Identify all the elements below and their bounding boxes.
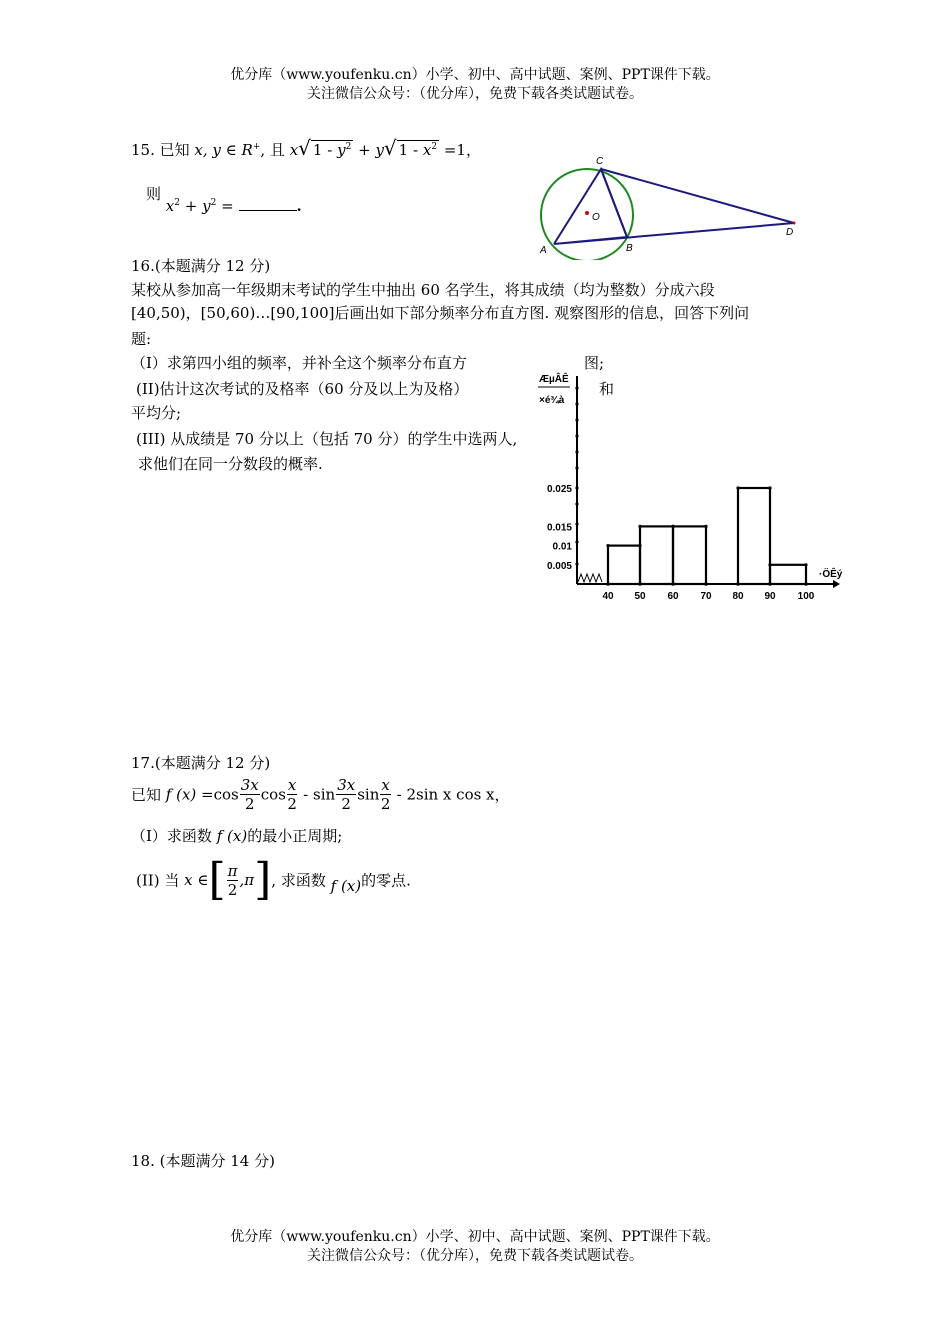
q17-title: 17.(本题满分 12 分) [131, 754, 271, 772]
q15-sqrt-2: $1 - x^2$ [398, 141, 438, 159]
label-d: D [786, 227, 794, 238]
q15-ask [146, 183, 302, 215]
q17-part2: (II) 当 x ∈[ $\frac{\pi}{2}$ ,π], 求函数 f (x)的零点. [136, 854, 411, 905]
q17-part1: （Ⅰ）求函数 f (x)的最小正周期; [131, 827, 343, 845]
bar-corner-dot [768, 563, 771, 566]
x-tick-label: 60 [667, 591, 679, 602]
left-bracket: [ [208, 854, 226, 905]
x-tick-dot [638, 582, 642, 586]
q16-line2: [40,50)，[50,60)…[90,100]后画出如下部分频率分布直方图. 观察图形的信息，回答下列问 [131, 304, 750, 322]
y-tick-label: 0.01 [552, 541, 572, 553]
q15-rhs: =1 [443, 141, 466, 159]
x-tick-label: 100 [797, 591, 815, 602]
q15-stem [131, 136, 481, 160]
q16-part3-line2: 求他们在同一分数段的概率. [138, 455, 323, 473]
q17-fx: f (x) = [165, 785, 214, 804]
y-tick-label: 0.015 [546, 522, 572, 534]
y-axis-dot [575, 502, 578, 505]
label-a: A [540, 245, 547, 256]
q16-part1: （Ⅰ）求第四小组的频率，并补全这个频率分布直方 [131, 354, 467, 372]
q17-known: 已知 [131, 786, 162, 804]
fraction-3x-over-2-b: $\frac{3x}{2}$ [337, 776, 356, 813]
bar-corner-dot [768, 486, 771, 489]
q16-part2-tail: 和 [599, 380, 615, 398]
label-c: C [596, 156, 604, 167]
x-tick-dot [804, 582, 808, 586]
center-point [585, 211, 589, 215]
x-tick-label: 90 [764, 591, 776, 602]
fraction-3x-over-2: $\frac{3x}{2}$ [240, 776, 259, 813]
y-axis-dot [575, 562, 578, 565]
interval-2: [50,60) [200, 304, 256, 322]
x-axis-arrow [833, 580, 840, 588]
x-axis-label: ·ÖÊý [819, 569, 843, 580]
y-tick-label: 0.005 [546, 560, 572, 572]
interval-1: [40,50) [131, 304, 186, 322]
q16-part2: (II)估计这次考试的及格率（60 分及以上为及格） [136, 380, 469, 398]
frequency-histogram [530, 368, 850, 608]
x-tick-dot [768, 582, 772, 586]
histogram-bar [738, 488, 770, 584]
bar-corner-dot [638, 525, 641, 528]
y-tick-label: 0.025 [546, 484, 572, 495]
x-tick-dot [704, 582, 708, 586]
y-axis-dot [575, 418, 578, 421]
bar-corner-dot [804, 563, 807, 566]
header-line-1: 优分库（www.youfenku.cn）小学、初中、高中试题、案例、PPT课件下载。 [230, 67, 720, 83]
header-line-2: 关注微信公众号：（优分库），免费下载各类试题试卷。 [307, 86, 643, 102]
label-o: O [592, 212, 600, 223]
q17-formula: 已知 f (x) =cos $\frac{3x}{2}$ cos $\frac{x}{2}$ - sin $\frac{3x}{2}$ sin $\frac{x}{2}$ - 2sin x cos x， [131, 776, 510, 813]
q17-part1-fx: f (x) [216, 827, 248, 845]
bar-corner-dot [671, 525, 674, 528]
footer-line-2: 关注微信公众号：（优分库），免费下载各类试题试卷。 [307, 1248, 643, 1264]
bar-corner-dot [736, 486, 739, 489]
q15-number: 15. 已知 [131, 141, 190, 159]
q15-comma: ， [465, 141, 481, 159]
footer-line-1: 优分库（www.youfenku.cn）小学、初中、高中试题、案例、PPT课件下载。 [230, 1229, 720, 1245]
y-axis-dot [575, 466, 578, 469]
q17-part2-fx: f (x) [330, 877, 362, 895]
x-tick-label: 80 [732, 591, 744, 602]
segment-cb [601, 169, 627, 237]
x-tick-dot [606, 582, 610, 586]
q16-part2-line2: 平均分; [131, 404, 182, 422]
q15-condition: x, y ∈ R+ [194, 141, 261, 159]
bar-corner-dot [606, 544, 609, 547]
q16-part1-tail: 图; [584, 354, 605, 372]
x-tick-label: 70 [700, 591, 712, 602]
bar-corner-dot [704, 525, 707, 528]
q15-plus: + [358, 141, 371, 159]
fraction-x-over-2-b: $\frac{x}{2}$ [380, 776, 391, 813]
q16-line3: 题: [131, 330, 152, 348]
y-axis-dot [575, 522, 578, 525]
geometry-figure [530, 150, 810, 260]
x-tick-label: 50 [634, 591, 646, 602]
q15-and: , 且 [260, 141, 285, 159]
q15-answer-blank [239, 210, 297, 211]
q18-title: 18. (本题满分 14 分) [131, 1152, 275, 1170]
histogram-bar [770, 565, 806, 584]
y-axis-dot [575, 450, 578, 453]
histogram-bar [673, 526, 706, 584]
x-tick-label: 40 [602, 591, 614, 602]
q15-eq-x: x [289, 141, 299, 159]
q16-title: 16.(本题满分 12 分) [131, 257, 271, 275]
interval-3: [90,100] [270, 304, 335, 322]
y-axis-dot [575, 434, 578, 437]
y-axis-dot [575, 402, 578, 405]
y-axis-dot [575, 540, 578, 543]
label-b: B [626, 243, 633, 254]
q15-expression: $x^2 + y^2$ = . [165, 197, 302, 215]
triangle-lines [554, 169, 794, 244]
fraction-pi-over-2: $\frac{\pi}{2}$ [227, 861, 238, 899]
sqrt-symbol-2: √ [383, 136, 397, 160]
x-tick-dot [671, 582, 675, 586]
y-axis-dot [575, 386, 578, 389]
q15-then: 则 [146, 185, 162, 203]
y-axis-label-bottom: ×é¾à [539, 395, 565, 406]
q16-line1: 某校从参加高一年级期末考试的学生中抽出 60 名学生，将其成绩（均为整数）分成六段 [131, 281, 715, 299]
q16-part3: (III) 从成绩是 70 分以上（包括 70 分）的学生中选两人, [136, 430, 518, 448]
y-axis-label-top: ÆµÂÊ [539, 374, 569, 385]
fraction-x-over-2: $\frac{x}{2}$ [287, 776, 297, 813]
q15-eq-y: y [375, 141, 384, 159]
x-tick-dot [736, 582, 740, 586]
y-axis-dot [575, 486, 578, 489]
histogram-bar [608, 546, 640, 584]
histogram-bar [640, 526, 673, 584]
axis-break [578, 574, 602, 582]
sqrt-symbol-1: √ [298, 136, 311, 160]
right-bracket: ] [254, 854, 272, 905]
q15-sqrt-1: $1 - y^2$ [312, 141, 352, 159]
point-d [793, 222, 796, 225]
